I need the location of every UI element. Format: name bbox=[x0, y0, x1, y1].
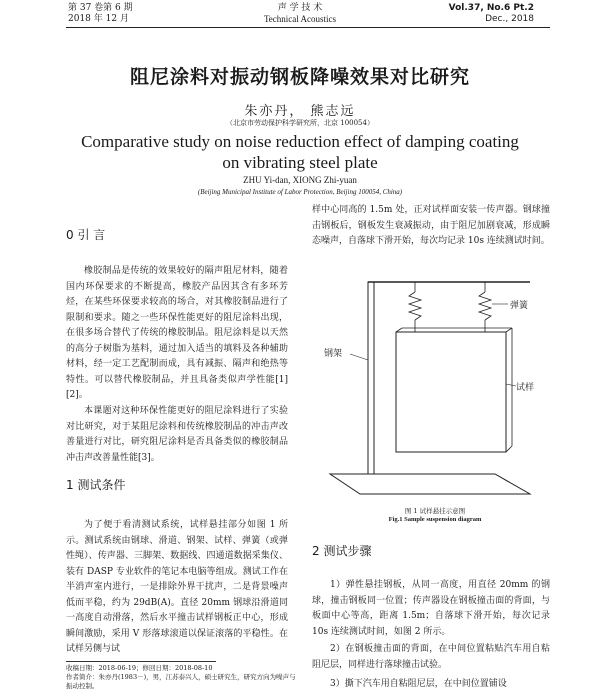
journal-volume-en: Vol.37, No.6 Pt.2 bbox=[448, 3, 534, 13]
title-zh: 阻尼涂料对振动钢板降噪效果对比研究 bbox=[129, 66, 470, 88]
section-1-heading: 1 测试条件 bbox=[66, 478, 126, 492]
intro-paragraph-1: 橡胶制品是传统的效果较好的隔声阻尼材料，随着国内环保要求的不断提高，橡胶产品因其含有多环芳烃，在某些环保要求较高的场合，对其橡胶制品进行了限制和要求。随之一些环保性能更好的阻尼涂料出现，在很多场合替代了传统的橡胶制品。阻尼涂料是以天然的高分子树脂为基料，通过加入适当的填料及各种辅助材料，经一定工艺配制而成，具有减振、隔声和绝热等特性。可以替代橡胶制品，并且具备类似声学性能[1][2]。 bbox=[66, 266, 288, 400]
spring-left bbox=[409, 292, 421, 320]
authors-zh: 朱亦丹， 熊志远 bbox=[244, 104, 356, 119]
figure-caption-en: Fig.1 Sample suspension diagram bbox=[388, 516, 482, 523]
footnote-rule bbox=[66, 661, 216, 662]
affiliation-en: (Beijing Municipal Institute of Labor Protection, Beijing 100054, China) bbox=[197, 188, 403, 196]
running-header bbox=[0, 3, 600, 29]
label-spring: 弹簧 bbox=[510, 301, 529, 311]
section-0-heading: 0 引 言 bbox=[66, 228, 106, 242]
intro-paragraph-2: 本课题对这种环保性能更好的阻尼涂料进行了实验对比研究，对于某阻尼涂料和传统橡胶制品的冲击声改善量进行对比，研究阻尼涂料是否具备类似的橡胶制品冲击声改善量性能[3]。 bbox=[66, 406, 288, 463]
authors-en: ZHU Yi-dan, XIONG Zhi-yuan bbox=[243, 175, 357, 185]
sample-plate bbox=[396, 332, 506, 452]
title-en-line2: on vibrating steel plate bbox=[222, 153, 378, 172]
right-column-top-text: 样中心同高的 1.5m 处，正对试样面安装一传声器。钢球撞击钢板后，钢板发生衰减振动，由于阻尼加剧衰减，形成瞬态噪声，自落球下滑开始，每次均记录 10s 连续测试时间。 bbox=[312, 205, 550, 246]
frame-post bbox=[368, 282, 374, 474]
figure-1-diagram bbox=[320, 268, 550, 503]
label-frame: 钢架 bbox=[324, 349, 343, 359]
figure-caption-zh: 图 1 试样悬挂示意图 bbox=[404, 507, 466, 515]
header-rule bbox=[66, 27, 550, 28]
title-en bbox=[0, 131, 600, 173]
frame-base bbox=[330, 474, 530, 494]
journal-date-en: Dec., 2018 bbox=[485, 14, 534, 24]
journal-volume: 第 37 卷第 6 期 bbox=[68, 3, 133, 13]
footnote-author: 作者简介：朱亦丹(1983－)，男，江苏泰兴人，硕士研究生，研究方向为噪声与振动控制。 bbox=[66, 673, 296, 690]
title-en-line1: Comparative study on noise reduction effect of damping coating bbox=[81, 132, 519, 151]
step-2: 2）在钢板撞击面的背面，在中间位置粘贴汽车用自粘阻尼层，同样进行落球撞击试验。 bbox=[312, 644, 550, 670]
step-1: 1）弹性悬挂钢板，从同一高度，用直径 20mm 的钢球，撞击钢板同一位置；传声器设在钢板撞击面的背面，与板面中心等高，距离 1.5m；自落球下滑开始，每次记录 10s 连续测试时间，如图 2 所示。 bbox=[312, 580, 550, 637]
conditions-paragraph: 为了便于看清测试系统，试样悬挂部分如图 1 所示。测试系统由钢球、滑道、钢架、试样、弹簧（或弹性绳）、传声器、三脚架、数据线、四通道数据采集仪、装有 DASP 专业软件的笔记本电脑等组成。测试工作在半消声室内进行，一是排除外界干扰声，二是背景噪声低而平稳，约为 29dB(A)。直径 20mm 钢球沿滑道同一高度自动滑落，然后水平撞击试样钢板正中心，形成瞬间激励，采用 V 形落球滚道以保证滚落的平稳性。在试样另侧与试 bbox=[66, 520, 288, 654]
affiliation-zh: （北京市劳动保护科学研究所，北京 100054） bbox=[226, 119, 374, 127]
section-2-heading: 2 测试步骤 bbox=[312, 544, 372, 558]
step-3: 3）撕下汽车用自粘阻尼层，在中间位置铺设 bbox=[330, 679, 507, 689]
spring-right bbox=[479, 292, 491, 320]
journal-name-en: Technical Acoustics bbox=[263, 14, 337, 24]
label-sample: 试样 bbox=[516, 383, 535, 393]
journal-name-zh: 声 学 技 术 bbox=[277, 3, 323, 13]
footnote-received: 收稿日期：2018-06-19；修回日期：2018-08-10 bbox=[66, 664, 213, 672]
journal-date: 2018 年 12 月 bbox=[68, 14, 129, 24]
